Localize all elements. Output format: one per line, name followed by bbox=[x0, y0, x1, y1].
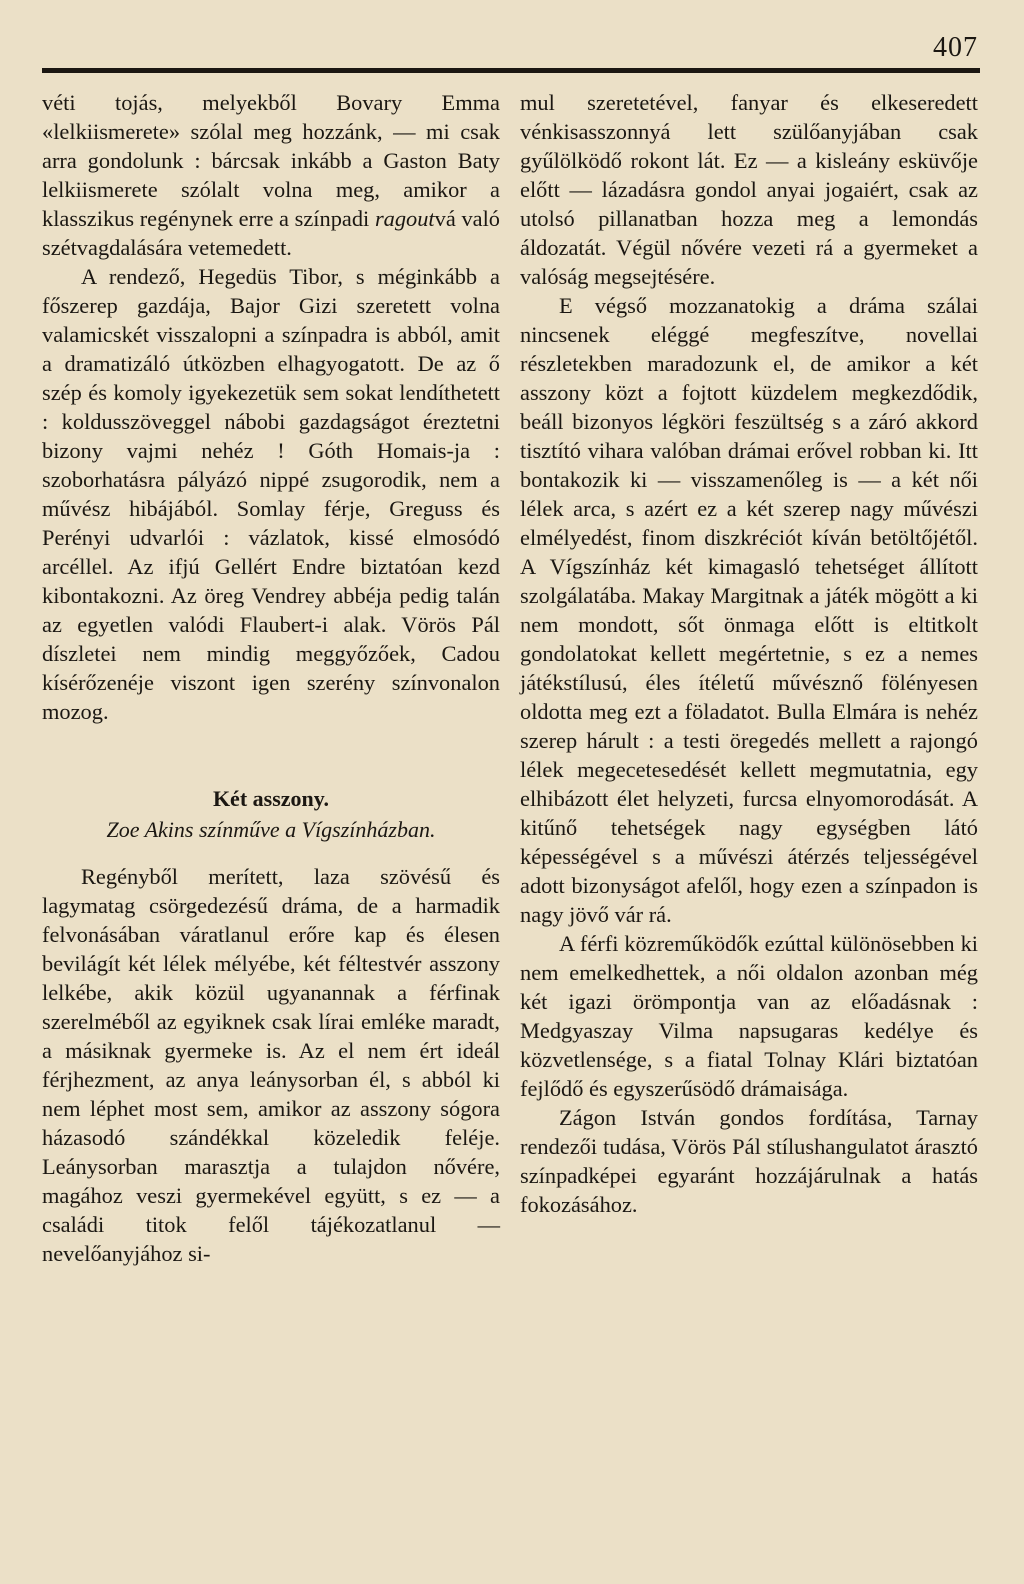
left-column bbox=[42, 88, 500, 1268]
right-column bbox=[520, 88, 978, 1219]
paragraph: Zágon István gondos fordítása, Tarnay rendezői tudása, Vörös Pál stílushangulatot árasztó színpadképei egyaránt hozzájárulnak a hatás fokozásához. bbox=[520, 1105, 978, 1217]
page-number: 407 bbox=[933, 32, 978, 63]
header-rule bbox=[42, 68, 980, 73]
paragraph: A férfi közreműködők ezúttal különösebben ki nem emelkedhettek, a női oldalon azonban még két igazi örömpontja van az előadásnak : Medgyaszay Vilma napsugaras kedélye és közvetlensége, s a fiatal Tolnay Klári biztatóan fejlődő és egyszerűsödő drámaisága. bbox=[520, 931, 978, 1101]
section-title: Két asszony. bbox=[212, 786, 330, 811]
paragraph-text: vá való szétvagdalására vetemedett. bbox=[42, 206, 500, 260]
paragraph bbox=[42, 88, 500, 262]
italic-word: ragout bbox=[374, 206, 435, 231]
section-subtitle: Zoe Akins színműve a Vígszínházban. bbox=[106, 817, 436, 842]
paragraph-text: véti tojás, melyekből Bovary Emma «lelkiismerete» szólal meg hozzánk, — mi csak arra gondolunk : bárcsak inkább a Gaston Baty lelkiismerete szólalt volna meg, amikor a klasszikus regénynek erre a színpadi bbox=[42, 90, 500, 231]
paragraph: E végső mozzanatokig a dráma szálai nincsenek eléggé megfeszítve, novellai részletekben maradozunk el, de amikor a két asszony közt a fojtott küzdelem megkezdődik, beáll bizonyos légköri feszültség s a záró akkord tisztító vihara valóban drámai erővel robban ki. Itt bontakozik ki — visszamenőleg is — a két női lélek arca, s azért ez a két szerep nagy művészi elmélyedést, finom diszkréciót kíván betöltőjétől. A Vígszínház két kimagasló tehetséget állított szolgálatába. Makay Margitnak a játék mögött a ki nem mondott, sőt önmaga előtt is eltitkolt gondolatokat kellett megértetnie, s ez a nemes játékstílusú, éles ítéletű művésznő fölényesen oldotta meg ezt a föladatot. Bulla Elmára is nehéz szerep hárult : a testi öregedés mellett a rajongó lélek megecetesedését kellett megmutatnia, egy elhibázott élet helyzeti, furcsa elnyomorodását. A kitűnő tehetségek nagy egységben látó képességével s a művészi átérzés teljességével adott bizonyságot afelől, hogy ezen a színpadon is nagy jövő vár rá. bbox=[520, 293, 978, 927]
paragraph: A rendező, Hegedüs Tibor, s méginkább a főszerep gazdája, Bajor Gizi szeretett volna valamicskét visszalopni a színpadra is abból, amit a dramatizáló útközben elhagyogatott. De az ő szép és komoly igyekezetük sem sokat lendíthetett : koldusszöveggel nábobi gazdagságot éreztetni bizony vajmi nehéz ! Góth Homais-ja : szoborhatásra pályázó nippé zsugorodik, nem a művész hibájából. Somlay férje, Greguss és Perényi udvarlói : vázlatok, kissé elmosódó arcéllel. Az ifjú Gellért Endre biztatóan kezd kibontakozni. Az öreg Vendrey abbéja pedig talán az egyetlen valódi Flaubert-i alak. Vörös Pál díszletei nem mindig meggyőzőek, Cadou kísérőzenéje viszont igen szerény színvonalon mozog. bbox=[42, 264, 500, 724]
paragraph: mul szeretetével, fanyar és elkeseredett vénkisasszonnyá lett szülőanyjában csak gyűlölködő rokont lát. Ez — a kisleány esküvője előtt — lázadásra gondol anyai jogaiért, csak az utolsó pillanatban hozza meg a lemondás áldozatát. Végül nővére vezeti rá a gyermeket a valóság megsejtésére. bbox=[520, 90, 978, 289]
paragraph: Regényből merített, laza szövésű és lagymatag csörgedezésű dráma, de a harmadik felvonásában váratlanul erőre kap és élesen bevilágít két lélek mélyébe, két féltestvér asszony lelkébe, akik közül ugyanannak a férfinak szerelméből az egyiknek csak lírai emléke maradt, a másiknak gyermeke is. Az el nem ért ideál férjhezment, az anya leánysorban él, s abból ki nem léphet most sem, amikor az asszony sógora házasodó szándékkal közeledik feléje. Leánysorban marasztja a tulajdon nővére, magához veszi gyermekével együtt, s ez — a családi titok felől tájékozatlanul — nevelőanyjához si- bbox=[42, 864, 500, 1266]
